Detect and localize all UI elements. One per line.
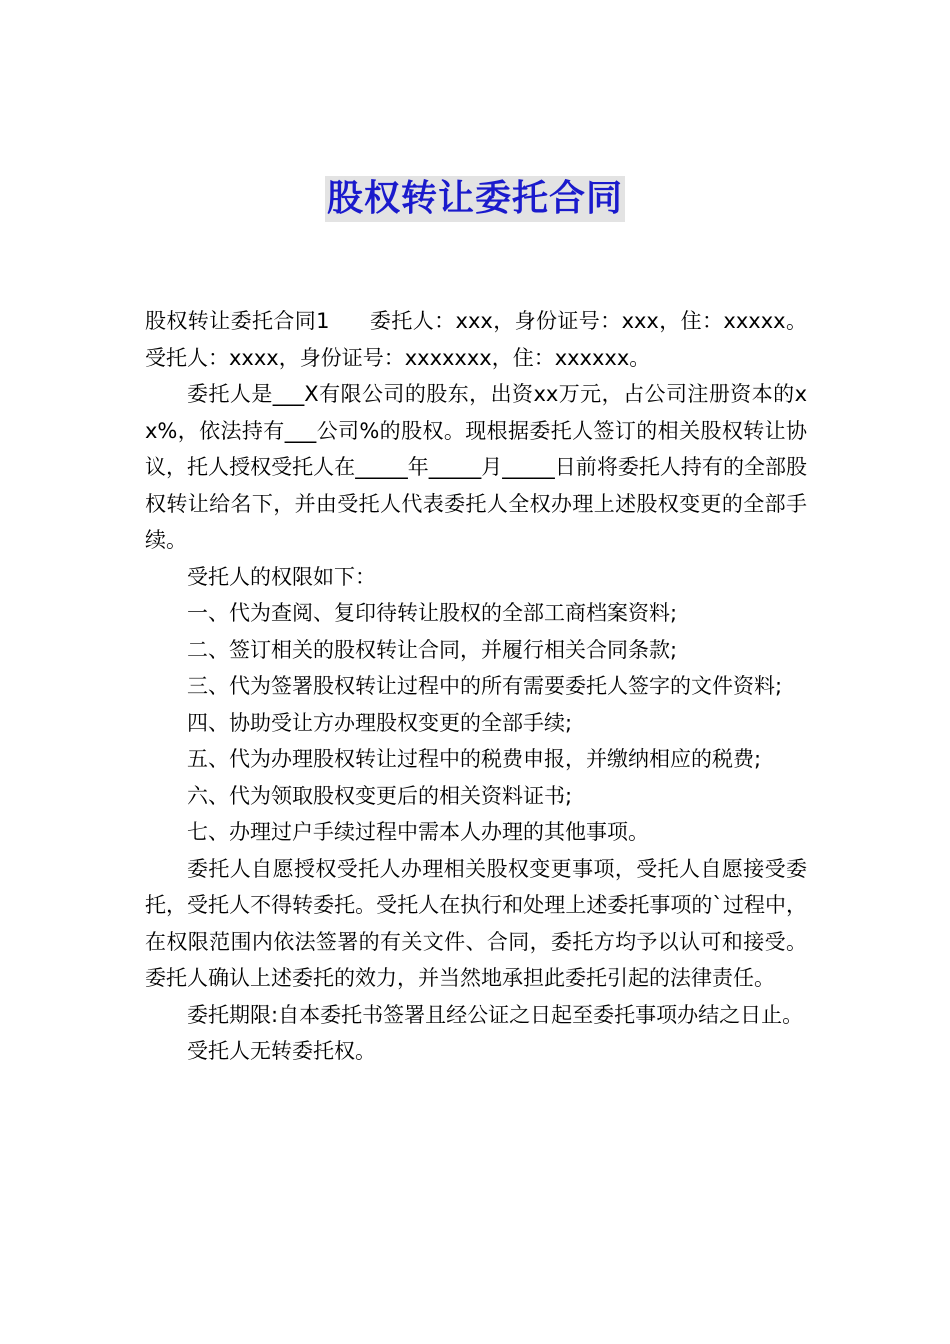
authority-item-4: 四、协助受让方办理股权变更的全部手续; xyxy=(187,710,573,735)
authority-item-2: 二、签订相关的股权转让合同，并履行相关合同条款; xyxy=(187,637,678,662)
authority-item-6: 六、代为领取股权变更后的相关资料证书; xyxy=(187,783,573,808)
document-body xyxy=(145,303,807,1070)
document-title: 股权转让委托合同 xyxy=(325,176,625,222)
paragraph-voluntary-authorization: 委托人自愿授权受托人办理相关股权变更事项，受托人自愿接受委托，受托人不得转委托。受托人在执行和处理上述委托事项的`过程中，在权限范围内依法签署的有关文件、合同，委托方均予以认可和接受。委托人确认上述委托的效力，并当然地承担此委托引起的法律责任。 xyxy=(145,856,807,990)
party-info: 委托人：xxx，身份证号：xxx，住：xxxxx。受托人：xxxx，身份证号：xxxxxxx，住：xxxxxx。 xyxy=(145,309,807,370)
title-area xyxy=(0,176,950,222)
paragraph-no-subdelegation: 受托人无转委托权。 xyxy=(187,1039,376,1063)
authority-item-3: 三、代为签署股权转让过程中的所有需要委托人签字的文件资料; xyxy=(187,674,783,698)
paragraph-authority-heading: 受托人的权限如下： xyxy=(187,564,376,589)
contract-number: 股权转让委托合同1 xyxy=(145,309,330,333)
authority-item-1: 一、代为查阅、复印待转让股权的全部工商档案资料; xyxy=(187,601,678,625)
authority-item-7: 七、办理过户手续过程中需本人办理的其他事项。 xyxy=(187,820,649,844)
paragraph-intro: 委托人是___X有限公司的股东，出资xx万元，占公司注册资本的xx%，依法持有___公司%的股权。现根据委托人签订的相关股权转让协议，托人授权受托人在_____年_____月_____日前将委托人持有的全部股权转让给名下，并由受托人代表委托人全权办理上述股权变更的全部手续。 xyxy=(145,382,807,552)
header-paragraph xyxy=(145,303,807,376)
paragraph-term: 委托期限:自本委托书签署且经公证之日起至委托事项办结之日止。 xyxy=(187,1002,804,1027)
authority-item-5: 五、代为办理股权转让过程中的税费申报，并缴纳相应的税费; xyxy=(187,747,762,771)
